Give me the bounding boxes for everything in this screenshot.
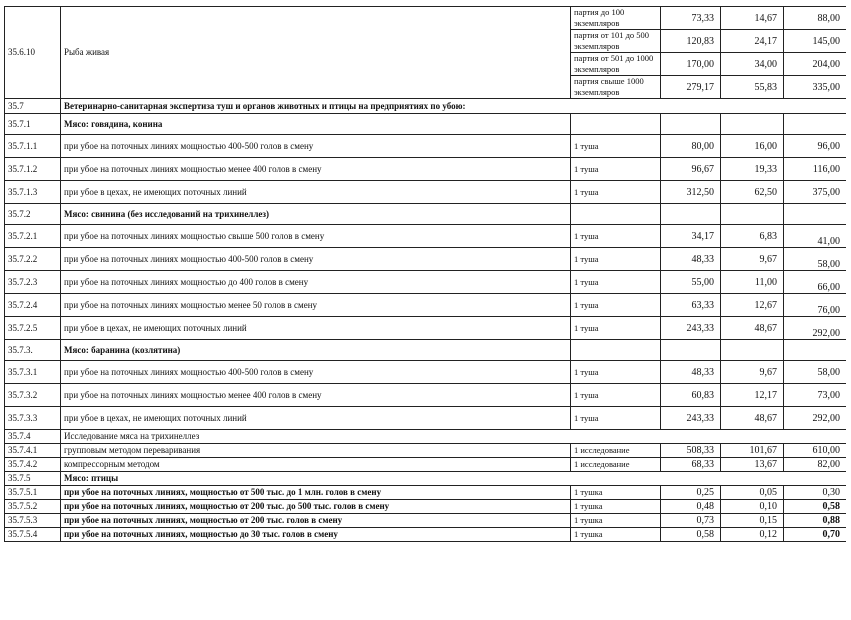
row-code: 35.7.1.3 — [5, 181, 61, 204]
row-price: 68,33 — [661, 458, 721, 472]
table-row — [5, 407, 847, 430]
row-total: 41,00 — [784, 225, 847, 248]
row-name: при убое на поточных линиях, мощностью от 200 тыс. голов в смену — [61, 514, 571, 528]
section-title: Ветеринарно-санитарная экспертиза туш и органов животных и птицы на предприятиях по убою: — [61, 99, 847, 114]
empty-cell — [571, 114, 661, 135]
row-name: при убое на поточных линиях мощностью до 400 голов в смену — [61, 271, 571, 294]
row-code: 35.7.4.1 — [5, 444, 61, 458]
row-name: при убое на поточных линиях мощностью менее 400 голов в смену — [61, 384, 571, 407]
row-unit: 1 туша — [571, 248, 661, 271]
row-price: 279,17 — [661, 76, 721, 99]
empty-cell — [571, 204, 661, 225]
table-row — [5, 528, 847, 542]
row-total: 116,00 — [784, 158, 847, 181]
row-code: 35.7.2.2 — [5, 248, 61, 271]
table-row — [5, 486, 847, 500]
table-row — [5, 135, 847, 158]
row-total: 145,00 — [784, 30, 847, 53]
row-vat: 14,67 — [721, 7, 784, 30]
table-row — [5, 458, 847, 472]
table-row — [5, 384, 847, 407]
row-unit: 1 тушка — [571, 500, 661, 514]
row-name: групповым методом переваривания — [61, 444, 571, 458]
row-name: при убое в цехах, не имеющих поточных линий — [61, 407, 571, 430]
row-total: 610,00 — [784, 444, 847, 458]
table-row — [5, 361, 847, 384]
row-price: 243,33 — [661, 407, 721, 430]
row-unit: 1 тушка — [571, 514, 661, 528]
empty-cell — [784, 114, 847, 135]
row-total: 204,00 — [784, 53, 847, 76]
row-name: при убое на поточных линиях мощностью 400-500 голов в смену — [61, 248, 571, 271]
row-vat: 13,67 — [721, 458, 784, 472]
row-code: 35.7.3.2 — [5, 384, 61, 407]
table-row — [5, 317, 847, 340]
row-unit: 1 туша — [571, 384, 661, 407]
subsection-code: 35.7.1 — [5, 114, 61, 135]
row-price: 34,17 — [661, 225, 721, 248]
empty-cell — [661, 204, 721, 225]
row-unit: 1 туша — [571, 181, 661, 204]
row-code: 35.6.10 — [5, 7, 61, 99]
row-total: 0,70 — [784, 528, 847, 542]
row-total: 292,00 — [784, 317, 847, 340]
table-row — [5, 271, 847, 294]
subsection-header-row — [5, 114, 847, 135]
row-total: 82,00 — [784, 458, 847, 472]
row-vat: 11,00 — [721, 271, 784, 294]
subsection-code: 35.7.3. — [5, 340, 61, 361]
row-name: при убое на поточных линиях, мощностью от 200 тыс. до 500 тыс. голов в смену — [61, 500, 571, 514]
row-name: при убое на поточных линиях мощностью менее 400 голов в смену — [61, 158, 571, 181]
empty-cell — [661, 114, 721, 135]
empty-cell — [784, 340, 847, 361]
price-list-sheet — [4, 6, 846, 616]
row-total: 58,00 — [784, 361, 847, 384]
row-price: 0,73 — [661, 514, 721, 528]
row-total: 0,58 — [784, 500, 847, 514]
row-unit: партия от 501 до 1000 экземпляров — [571, 53, 661, 76]
row-name: при убое на поточных линиях мощностью 400-500 голов в смену — [61, 135, 571, 158]
row-total: 76,00 — [784, 294, 847, 317]
row-vat: 48,67 — [721, 407, 784, 430]
row-total: 0,30 — [784, 486, 847, 500]
row-code: 35.7.5.1 — [5, 486, 61, 500]
row-code: 35.7.5.4 — [5, 528, 61, 542]
row-vat: 55,83 — [721, 76, 784, 99]
row-price: 63,33 — [661, 294, 721, 317]
row-total: 73,00 — [784, 384, 847, 407]
subsection-code: 35.7.2 — [5, 204, 61, 225]
row-total: 96,00 — [784, 135, 847, 158]
row-code: 35.7.5.2 — [5, 500, 61, 514]
row-vat: 16,00 — [721, 135, 784, 158]
empty-cell — [661, 340, 721, 361]
table-row — [5, 7, 847, 30]
row-unit: партия свыше 1000 экземпляров — [571, 76, 661, 99]
row-total: 335,00 — [784, 76, 847, 99]
row-total: 292,00 — [784, 407, 847, 430]
row-total: 375,00 — [784, 181, 847, 204]
row-price: 170,00 — [661, 53, 721, 76]
row-vat: 0,15 — [721, 514, 784, 528]
row-total: 58,00 — [784, 248, 847, 271]
subsection-header-row — [5, 340, 847, 361]
row-unit: 1 исследование — [571, 458, 661, 472]
subsection-header-row — [5, 204, 847, 225]
row-code: 35.7.5.3 — [5, 514, 61, 528]
subsection-code: 35.7.4 — [5, 430, 61, 444]
row-vat: 9,67 — [721, 248, 784, 271]
section-header-row — [5, 99, 847, 114]
row-code: 35.7.2.1 — [5, 225, 61, 248]
row-name: при убое на поточных линиях мощностью свыше 500 голов в смену — [61, 225, 571, 248]
row-unit: партия от 101 до 500 экземпляров — [571, 30, 661, 53]
table-row — [5, 225, 847, 248]
row-unit: партия до 100 экземпляров — [571, 7, 661, 30]
table-row — [5, 514, 847, 528]
row-price: 73,33 — [661, 7, 721, 30]
row-price: 48,33 — [661, 248, 721, 271]
section-code: 35.7 — [5, 99, 61, 114]
row-vat: 19,33 — [721, 158, 784, 181]
row-price: 0,25 — [661, 486, 721, 500]
row-price: 48,33 — [661, 361, 721, 384]
row-total: 88,00 — [784, 7, 847, 30]
row-vat: 0,05 — [721, 486, 784, 500]
row-code: 35.7.1.1 — [5, 135, 61, 158]
empty-cell — [721, 340, 784, 361]
row-price: 0,48 — [661, 500, 721, 514]
row-price: 120,83 — [661, 30, 721, 53]
row-total: 66,00 — [784, 271, 847, 294]
row-vat: 0,12 — [721, 528, 784, 542]
empty-cell — [571, 340, 661, 361]
subsection-title: Мясо: говядина, конина — [61, 114, 571, 135]
row-price: 55,00 — [661, 271, 721, 294]
row-unit: 1 тушка — [571, 486, 661, 500]
row-unit: 1 туша — [571, 135, 661, 158]
table-row — [5, 444, 847, 458]
row-name: Рыба живая — [61, 7, 571, 99]
row-name: при убое на поточных линиях, мощностью от 500 тыс. до 1 млн. голов в смену — [61, 486, 571, 500]
row-unit: 1 туша — [571, 407, 661, 430]
row-unit: 1 исследование — [571, 444, 661, 458]
table-row — [5, 158, 847, 181]
row-price: 243,33 — [661, 317, 721, 340]
row-vat: 12,67 — [721, 294, 784, 317]
row-vat: 101,67 — [721, 444, 784, 458]
row-code: 35.7.1.2 — [5, 158, 61, 181]
row-total: 0,88 — [784, 514, 847, 528]
row-price: 0,58 — [661, 528, 721, 542]
row-price: 312,50 — [661, 181, 721, 204]
empty-cell — [721, 204, 784, 225]
row-name: при убое на поточных линиях, мощностью до 30 тыс. голов в смену — [61, 528, 571, 542]
subsection-title: Мясо: птицы — [61, 472, 847, 486]
table-row — [5, 294, 847, 317]
table-row — [5, 500, 847, 514]
row-vat: 9,67 — [721, 361, 784, 384]
subsection-header-row — [5, 430, 847, 444]
row-price: 508,33 — [661, 444, 721, 458]
row-name: при убое на поточных линиях мощностью менее 50 голов в смену — [61, 294, 571, 317]
row-name: компрессорным методом — [61, 458, 571, 472]
row-vat: 62,50 — [721, 181, 784, 204]
row-vat: 12,17 — [721, 384, 784, 407]
row-code: 35.7.2.4 — [5, 294, 61, 317]
table-row — [5, 181, 847, 204]
row-vat: 0,10 — [721, 500, 784, 514]
table-row — [5, 248, 847, 271]
row-vat: 48,67 — [721, 317, 784, 340]
row-vat: 6,83 — [721, 225, 784, 248]
row-code: 35.7.2.3 — [5, 271, 61, 294]
subsection-title: Мясо: баранина (козлятина) — [61, 340, 571, 361]
row-code: 35.7.3.1 — [5, 361, 61, 384]
subsection-title: Исследование мяса на трихинеллез — [61, 430, 847, 444]
subsection-header-row — [5, 472, 847, 486]
row-unit: 1 туша — [571, 271, 661, 294]
empty-cell — [784, 204, 847, 225]
row-vat: 34,00 — [721, 53, 784, 76]
row-price: 80,00 — [661, 135, 721, 158]
row-unit: 1 туша — [571, 158, 661, 181]
row-unit: 1 туша — [571, 225, 661, 248]
price-table — [4, 6, 846, 542]
empty-cell — [721, 114, 784, 135]
row-unit: 1 туша — [571, 361, 661, 384]
row-unit: 1 тушка — [571, 528, 661, 542]
row-name: при убое на поточных линиях мощностью 400-500 голов в смену — [61, 361, 571, 384]
row-name: при убое в цехах, не имеющих поточных линий — [61, 317, 571, 340]
row-vat: 24,17 — [721, 30, 784, 53]
row-code: 35.7.2.5 — [5, 317, 61, 340]
subsection-title: Мясо: свинина (без исследований на трихинеллез) — [61, 204, 571, 225]
row-unit: 1 туша — [571, 317, 661, 340]
row-price: 60,83 — [661, 384, 721, 407]
row-code: 35.7.3.3 — [5, 407, 61, 430]
row-code: 35.7.4.2 — [5, 458, 61, 472]
subsection-code: 35.7.5 — [5, 472, 61, 486]
row-name: при убое в цехах, не имеющих поточных линий — [61, 181, 571, 204]
row-price: 96,67 — [661, 158, 721, 181]
row-unit: 1 туша — [571, 294, 661, 317]
